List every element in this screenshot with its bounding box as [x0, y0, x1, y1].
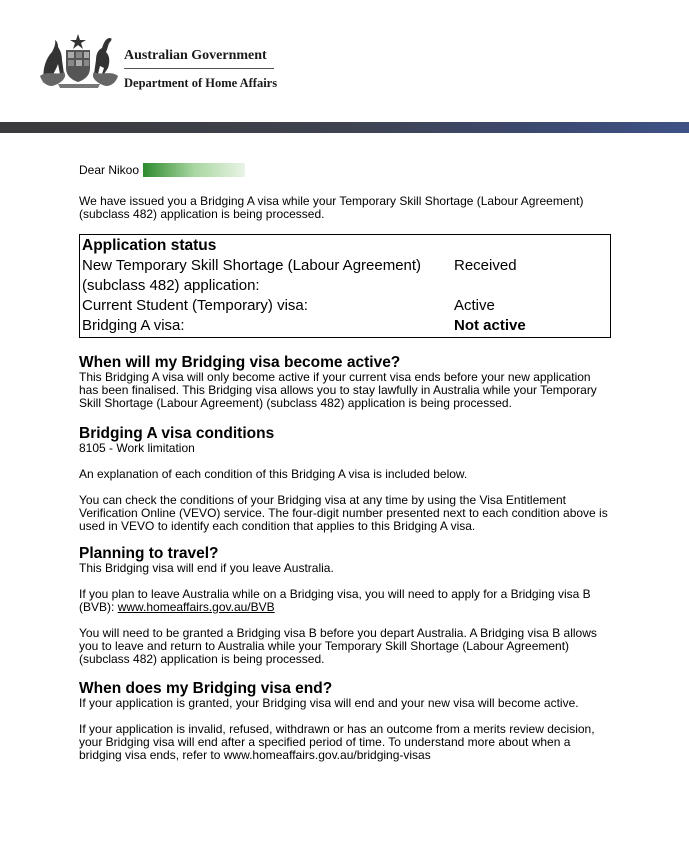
status-label: Current Student (Temporary) visa: [82, 297, 308, 314]
bvb-link[interactable]: www.homeaffairs.gov.au/BVB [117, 600, 275, 614]
section-heading-travel: Planning to travel? [79, 545, 219, 562]
government-name: Australian Government [124, 48, 267, 63]
redaction-bar [143, 163, 245, 177]
header-band [0, 122, 689, 133]
status-label: New Temporary Skill Shortage (Labour Agreement) (subclass 482) application: [82, 257, 422, 294]
status-row [82, 256, 608, 296]
status-label: Bridging A visa: [82, 317, 185, 334]
divider [124, 68, 274, 69]
greeting [79, 163, 611, 177]
letter-body [79, 163, 611, 775]
vevo-paragraph: You can check the conditions of your Bridging visa at any time by using the Visa Entitlement Verification Online (VEVO) service. The four-digit number presented next to each condition above is used in VEVO to identify each condition that applies to this Bridging A visa. [79, 493, 608, 533]
status-value: Received [454, 257, 517, 274]
status-value: Active [454, 297, 495, 314]
letterhead [0, 0, 689, 122]
status-value: Not active [454, 317, 526, 334]
section-heading-end: When does my Bridging visa end? [79, 680, 333, 697]
end-paragraph: If your application is granted, your Bridging visa will end and your new visa will become active. [79, 696, 579, 710]
bvb-text: If you plan to leave Australia while on a Bridging visa, you will need to apply for a Bridging visa B (BVB): [79, 587, 591, 614]
active-paragraph: This Bridging A visa will only become active if your current visa ends before your new application has been finalised. This Bridging visa allows you to stay lawfully in Australia while your Temporary Skill Shortage (Labour Agreement) (subclass 482) application is being processed. [79, 370, 597, 410]
status-row [82, 296, 608, 316]
bvb-grant-paragraph: You will need to be granted a Bridging visa B before you depart Australia. A Bridging visa B allows you to leave and return to Australia while your Temporary Skill Shortage (Labour Agreement) (subclass 482) application is being processed. [79, 626, 597, 666]
application-status-box [79, 234, 611, 338]
travel-paragraph: This Bridging visa will end if you leave Australia. [79, 561, 334, 575]
coat-of-arms-icon [38, 30, 120, 90]
intro-paragraph: We have issued you a Bridging A visa while your Temporary Skill Shortage (Labour Agreement) (subclass 482) application is being processed. [79, 194, 584, 221]
condition-item: 8105 - Work limitation [79, 441, 195, 455]
bvb-paragraph [79, 588, 611, 614]
status-title: Application status [82, 237, 217, 254]
status-row [82, 316, 608, 336]
section-heading-conditions: Bridging A visa conditions [79, 425, 275, 442]
conditions-paragraph: An explanation of each condition of this Bridging A visa is included below. [79, 467, 468, 481]
greeting-text: Dear Nikoo [79, 162, 140, 177]
end-detail-paragraph: If your application is invalid, refused, withdrawn or has an outcome from a merits review decision, your Bridging visa will end after a specified period of time. To understand more about when a bridging visa ends, refer to www.homeaffairs.gov.au/bridging-visas [79, 722, 595, 762]
section-heading-active: When will my Bridging visa become active? [79, 354, 401, 371]
department-name: Department of Home Affairs [124, 76, 278, 90]
